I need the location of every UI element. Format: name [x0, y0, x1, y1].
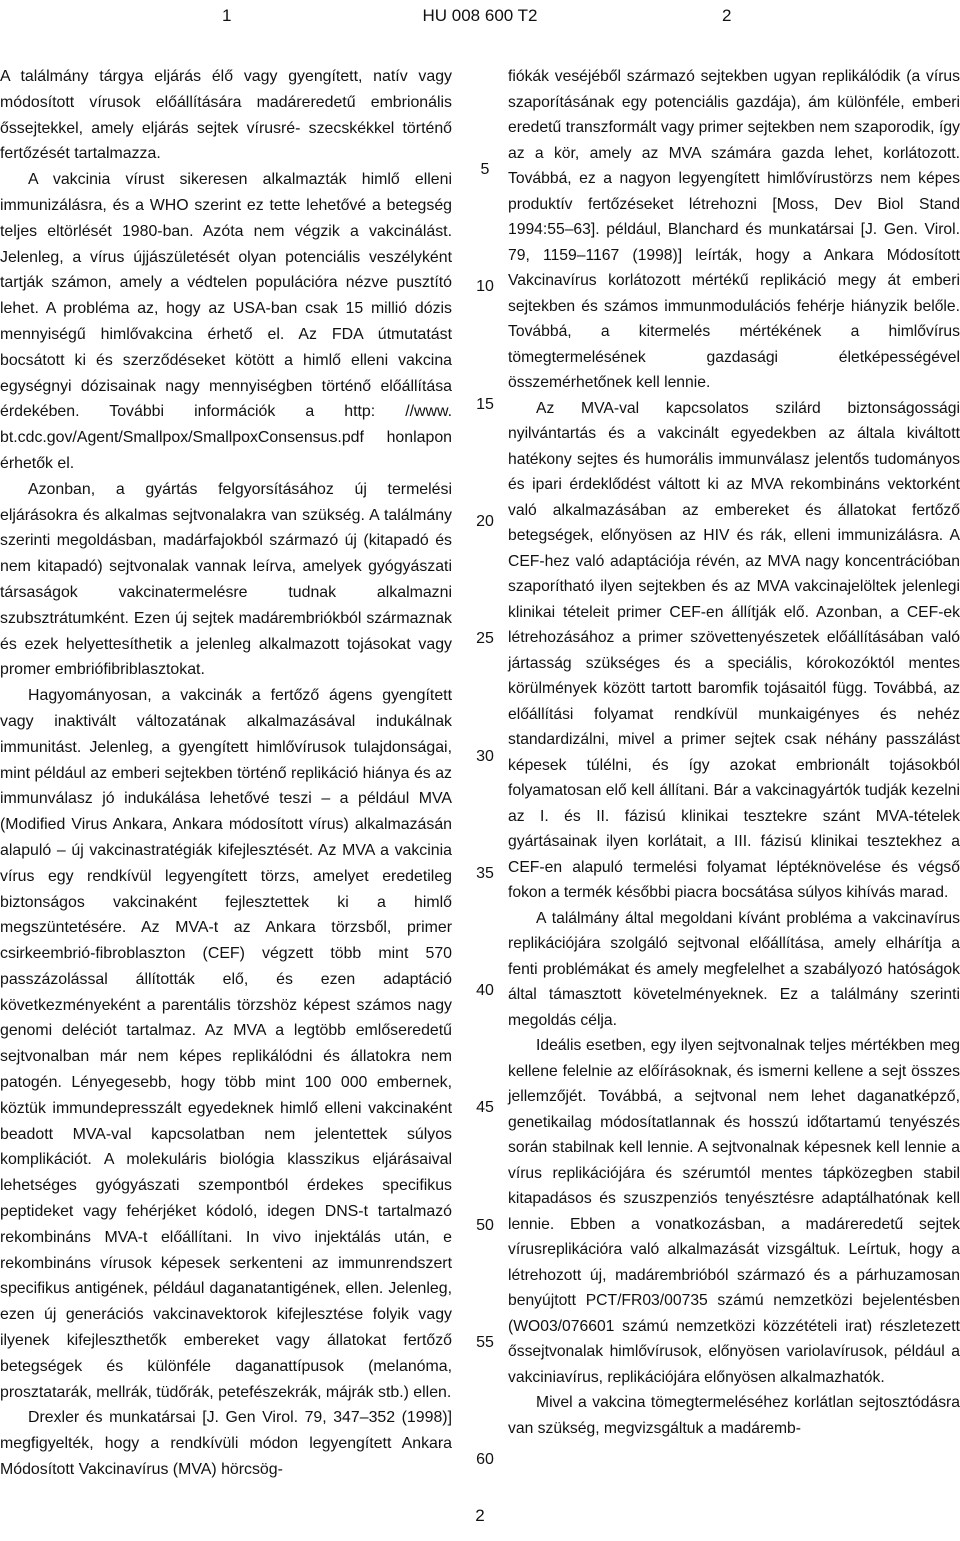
paragraph: Hagyományosan, a vakcinák a fertőző ágens gyengített vagy inaktivált változatának alkalmazásával indukálnak immunitást. Jelenleg, a gyengített himlővírusok tulajdonságai, mint például az emberi sejtekben történő replikáció hiánya és az immunválasz jó indukálása lehetővé teszi – a például MVA (Modified Virus Ankara, Ankara módosított vírus) alkalmazásán alapuló – új vakcinastratégiák kifejlesztését. Az MVA a vakcinia vírus egy rendkívül legyengített törzs, amelyet eredetileg biztonságos vakcinaként fejlesztettek ki a himlő megszüntetésére. Az MVA-t az Ankara törzsből, primer csirkeembrió-fibroblaszton (CEF) végzett több mint 570 passzázolással állították elő, és ezen adaptáció következményeként a parentális törzshöz képest számos nagy genomi deléciót tartalmaz. Az MVA a legtöbb emlőseredetű sejtvonalban már nem képes replikálódni és állatokra nem patogén. Lényegesebb, hogy több mint 100 000 embernek, köztük immundepresszált egyedeknek himlő elleni vakcinaként beadott MVA-val kapcsolatban nem jelentettek súlyos komplikációt. A molekuláris biológia klasszikus eljárásaival lehetséges gyógyászati szempontból érdekes specifikus peptideket vagy fehérjéket kódoló, idegen DNS-t tartalmazó rekombináns MVA-t előállítani. In vivo injektálás után, e rekombináns vírusok képesek serkenteni az immunrendszert specifikus antigének, például daganatantigének, ellen. Jelenleg, ezen új generációs vakcinavektorok kifejlesztése folyik vagy ilyenek kifejleszthetők embereket vagy állatokat fertőző betegségek és különféle daganattípusok (melanóma, prosztatarák, mellrák, tüdőrák, petefészekrák, májrák stb.) ellen.: [0, 687, 452, 1401]
line-number: 35: [476, 864, 494, 882]
paragraph: fiókák veséjéből származó sejtekben ugyan replikálódik (a vírus szaporításának egy potenciális gazdája), ám különféle, emberi eredetű transzformált vagy primer sejtekben nem szaporodik, így az a kör, amely az MVA számára gazda lehet, korlátozott. Továbbá, ez a nagyon legyengített himlővírustörzs nem képes produktív fertőzéseket létrehozni [Moss, Dev Biol Stand 1994:55–63]. például, Blanchard és munkatársai [J. Gen. Virol. 79, 1159–1167 (1998)] leírták, hogy a Ankara Módosított Vakcinavírus korlátozott mértékű replikáció megy át emberi sejtekben és számos immunmodulációs fehérje hiányzik belőle. Továbbá, a kitermelés mértékének a himlővírus tömegtermelésének gazdasági életképességével összemérhetőnek kell lennie.: [508, 68, 960, 391]
footer-page-number: 2: [475, 1506, 485, 1525]
paragraph: Az MVA-val kapcsolatos szilárd biztonságossági nyilvántartás és a vakcinált egyedekben az általa kiváltott hatékony sejtes és humorális immunválasz jelentős tudományos és ipari érdeklődést váltott ki az MVA rekombináns vektorként való alkalmazásában az embereket és állatokat fertőző betegségek, előnyösen az HIV és rák, elleni immunizálásra. A CEF-hez való adaptációja révén, az MVA nagy koncentrációban szaporítható ilyen sejtekben és az MVA vakcinajelöltek jelenlegi klinikai tételeit primer CEF-en állítják elő. Azonban, a CEF-ek létrehozásához a primer szövettenyészetek előállításában való jártasság szükséges és a speciális, kórokozóktól mentes körülmények között tartott baromfik tojásaitól függ. Továbbá, az előállítási folyamat rendkívül munkaigényes és nehéz standardizálni, mivel a primer sejtek csak néhány passzálást képesek túlélni, és így azokat embrionált tojásokból folyamatosan elő kell állítani. Bár a vakcinagyártók tudják kezelni az I. és II. fázisú klinikai tesztekre szánt MVA-tételek gyártásainak ilyen korlátait, a III. fázisú klinikai tesztekhez a CEF-en alapuló termelési folyamat léptéknövelése és végső fokon a termék későbbi piacra bocsátása súlyos kihívás marad.: [508, 399, 960, 901]
line-number: 5: [480, 161, 490, 178]
header-right-page-number: 2: [722, 6, 732, 25]
line-number: 25: [476, 630, 494, 648]
line-number: 15: [476, 395, 494, 413]
line-number: 40: [476, 982, 494, 1000]
line-number: 50: [476, 1216, 494, 1234]
paragraph: Ideális esetben, egy ilyen sejtvonalnak teljes mértékben meg kellene felelnie az előírásoknak, és ismerni kellene a sejt összes jellemzőjét. Továbbá, a sejtvonal nem lehet daganatképző, genetikailag módosítatlannak és hosszú időtartamú tenyészés során stabilnak kell lennie. A sejtvonalnak képesnek kell lennie a vírus replikációjára és szérumtól mentes tápközegben stabil kitapadásos és szuszpenziós tenyésztésre adaptálhatónak kell lennie. Ebben a vonatkozásban, a madáreredetű sejtek vírusreplikációra való alkalmazását vizsgáltuk. Leírtuk, hogy a létrehozott új, madárembrióból származó és a párhuzamosan benyújtott PCT/FR03/00735 számú nemzetközi bejelentésben (WO03/076601 számú nemzetközi közzétételi irat) részletezett őssejtvonalak himlővírusok, előnyösen variolavírusok, például a vakciniavírus, replikációjára előnyösen alkalmazhatók.: [508, 1037, 960, 1386]
line-number: 45: [476, 1099, 494, 1117]
line-number: 60: [476, 1451, 494, 1469]
paragraph: Azonban, a gyártás felgyorsításához új termelési eljárásokra és alkalmas sejtvonalakra van szükség. A találmány szerinti megoldásban, madárfajokból származó új (kitapadó és nem kitapadó) sejtvonalak vannak leírva, amelyek gyógyászati társaságok vakcinatermelésre tudnak alkalmazni szubsztrátumként. Ezen új sejtek madárembriókból származnak és ezek helyettesíthetik a jelenleg alkalmazott tojásokat vagy promer embriófibriblasztokat.: [0, 480, 452, 679]
paragraph: A találmány által megoldani kívánt probléma a vakcinavírus replikációjára szolgáló sejtvonal előállítása, amely elhárítja a fenti problémákat és amely megfelelhet a szabályozó hatóságok által támasztott követelményeknek. Ez a találmány szerinti megoldás célja.: [508, 909, 960, 1029]
paragraph: Drexler és munkatársai [J. Gen Virol. 79, 347–352 (1998)] megfigyelték, hogy a rendkívüli módon legyengített Ankara Módosított Vakcinavírus (MVA) hörcsög-: [0, 1409, 452, 1479]
header-patent-number: HU 008 600 T2: [422, 6, 538, 25]
line-number: 10: [476, 278, 494, 296]
header-left-page-number: 1: [222, 6, 232, 25]
paragraph: A vakcinia vírust sikeresen alkalmazták himlő elleni immunizálásra, és a WHO szerint ez tette lehetővé a betegség teljes eltörlését 1980-ban. Azóta nem végzik a vakcinálást. Jelenleg, a vírus újjászületését olyan potenciális veszélyként tartják számon, amely a védtelen populációra nézve pusztító lehet. A probléma az, hogy az USA-ban csak 15 millió dózis mennyiségű himlővakcina érhető el. Az FDA útmutatást bocsátott ki és szerződéseket kötött a himlő elleni vakcina egységnyi dózisainak nagy mennyiségben történő előállítása érdekében. További információk a http: //www. bt.cdc.gov/Agent/Smallpox/SmallpoxConsensus.pdf honlapon érhetők el.: [0, 171, 452, 472]
line-number: 30: [476, 747, 494, 765]
line-number: 55: [476, 1334, 494, 1351]
line-number: 20: [476, 512, 494, 530]
right-text-column: [508, 64, 960, 1441]
paragraph: A találmány tárgya eljárás élő vagy gyengített, natív vagy módosított vírusok előállítására madáreredetű embrionális őssejtekkel, amely eljárás sejtek vírusré- szecskékkel történő fertőzését tartalmazza.: [0, 68, 452, 163]
left-text-column: [0, 64, 452, 1483]
paragraph: Mivel a vakcina tömegtermeléséhez korlátlan sejtosztódásra van szükség, megvizsgáltuk a madáremb-: [508, 1394, 960, 1437]
